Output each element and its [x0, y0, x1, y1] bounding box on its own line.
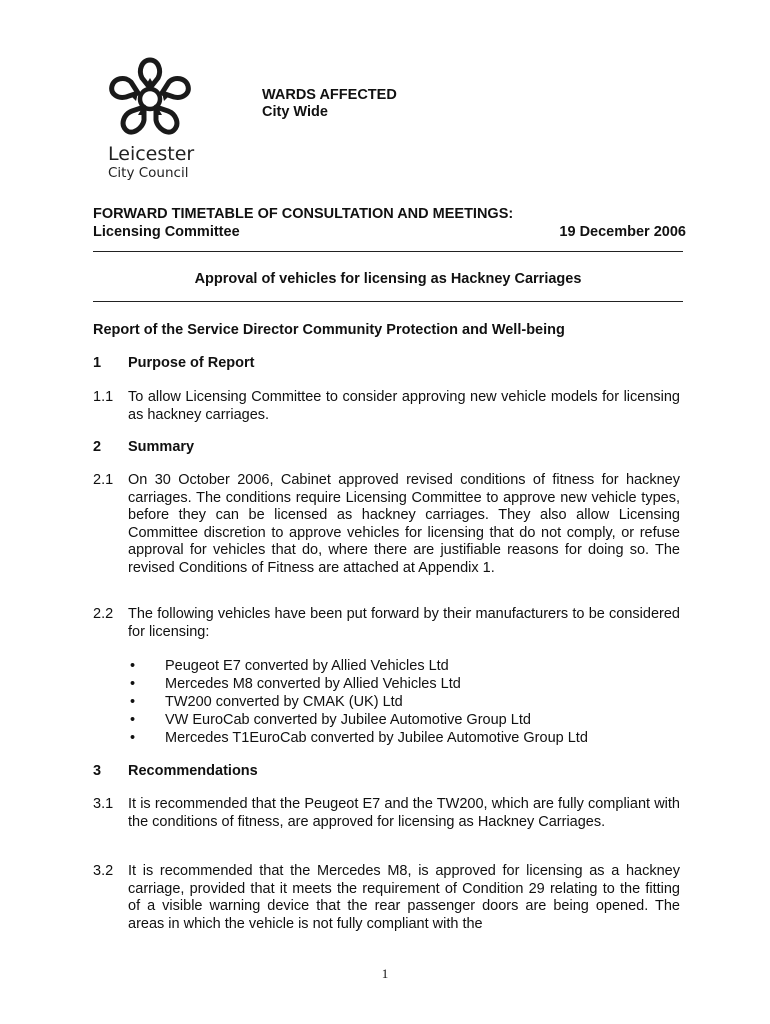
- meeting-date: 19 December 2006: [559, 224, 686, 240]
- paragraph-number: 3.1: [93, 796, 114, 812]
- report-subject: Approval of vehicles for licensing as Hackney Carriages: [194, 271, 582, 287]
- section-number: 1: [93, 355, 102, 371]
- list-item: • VW EuroCab converted by Jubilee Automotive Group Ltd: [130, 712, 531, 728]
- section-number: 2: [93, 439, 102, 455]
- logo-name: Leicester: [108, 143, 195, 165]
- paragraph-number: 1.1: [93, 389, 114, 405]
- divider-bottom: [93, 301, 683, 302]
- wards-value: City Wide: [262, 104, 328, 120]
- timetable-title: FORWARD TIMETABLE OF CONSULTATION AND MEETINGS:: [93, 206, 514, 222]
- bullet-icon: •: [130, 658, 136, 674]
- page-number: 1: [381, 966, 389, 981]
- paragraph-text: The following vehicles have been put forward by their manufacturers to be considered for licensing:: [128, 606, 680, 640]
- bullet-icon: •: [130, 694, 136, 710]
- list-item: • Mercedes M8 converted by Allied Vehicles Ltd: [130, 676, 461, 692]
- list-item: • Peugeot E7 converted by Allied Vehicles Ltd: [130, 658, 449, 674]
- timetable-header: [93, 205, 686, 241]
- paragraph-text: To allow Licensing Committee to consider approving new vehicle models for licensing as hackney carriages.: [128, 389, 680, 423]
- paragraph-1-1: [93, 389, 680, 424]
- section-title: Purpose of Report: [128, 355, 255, 371]
- section-number: 3: [93, 763, 102, 779]
- rose-emblem-icon: [100, 52, 200, 142]
- paragraph-number: 2.1: [93, 472, 114, 488]
- committee-name: Licensing Committee: [93, 224, 240, 240]
- paragraph-text: It is recommended that the Peugeot E7 and the TW200, which are fully compliant with the conditions of fitness, are approved for licensing as Hackney Carriages.: [128, 796, 680, 830]
- list-item: • Mercedes T1EuroCab converted by Jubilee Automotive Group Ltd: [130, 730, 588, 746]
- wards-title: WARDS AFFECTED: [262, 87, 397, 103]
- list-item: • TW200 converted by CMAK (UK) Ltd: [130, 694, 403, 710]
- paragraph-number: 3.2: [93, 863, 114, 879]
- vehicle-list: [128, 657, 588, 747]
- paragraph-text: It is recommended that the Mercedes M8, is approved for licensing as a hackney carriage, provided that it meets the requirement of Condition 29 relating to the fitting of a visible warning device that the rear passenger doors are being opened. The areas in which the vehicle is not fully compliant with the: [128, 863, 680, 932]
- section-title: Summary: [128, 439, 195, 455]
- paragraph-3-1: [93, 796, 680, 831]
- divider-top: [93, 251, 683, 252]
- bullet-icon: •: [130, 730, 136, 746]
- council-logo: [100, 52, 210, 182]
- bullet-icon: •: [130, 676, 136, 692]
- paragraph-text: On 30 October 2006, Cabinet approved revised conditions of fitness for hackney carriages. The conditions require Licensing Committee to approve new vehicle types, before they can be licensed as hackney carriages. They also allow Licensing Committee discretion to approve vehicles for licensing that do not comply, or refuse approval for vehicles that do, where there are justifiable reasons for doing so. The revised Conditions of Fitness are attached at Appendix 1.: [128, 472, 680, 576]
- paragraph-number: 2.2: [93, 606, 114, 622]
- logo-subtitle: City Council: [108, 165, 189, 181]
- report-author: Report of the Service Director Community Protection and Well-being: [93, 322, 565, 338]
- section-title: Recommendations: [128, 763, 258, 779]
- bullet-icon: •: [130, 712, 136, 728]
- paragraph-2-2: [93, 606, 680, 641]
- wards-affected: [262, 87, 397, 121]
- paragraph-2-1: [93, 472, 680, 577]
- paragraph-3-2: [93, 863, 680, 933]
